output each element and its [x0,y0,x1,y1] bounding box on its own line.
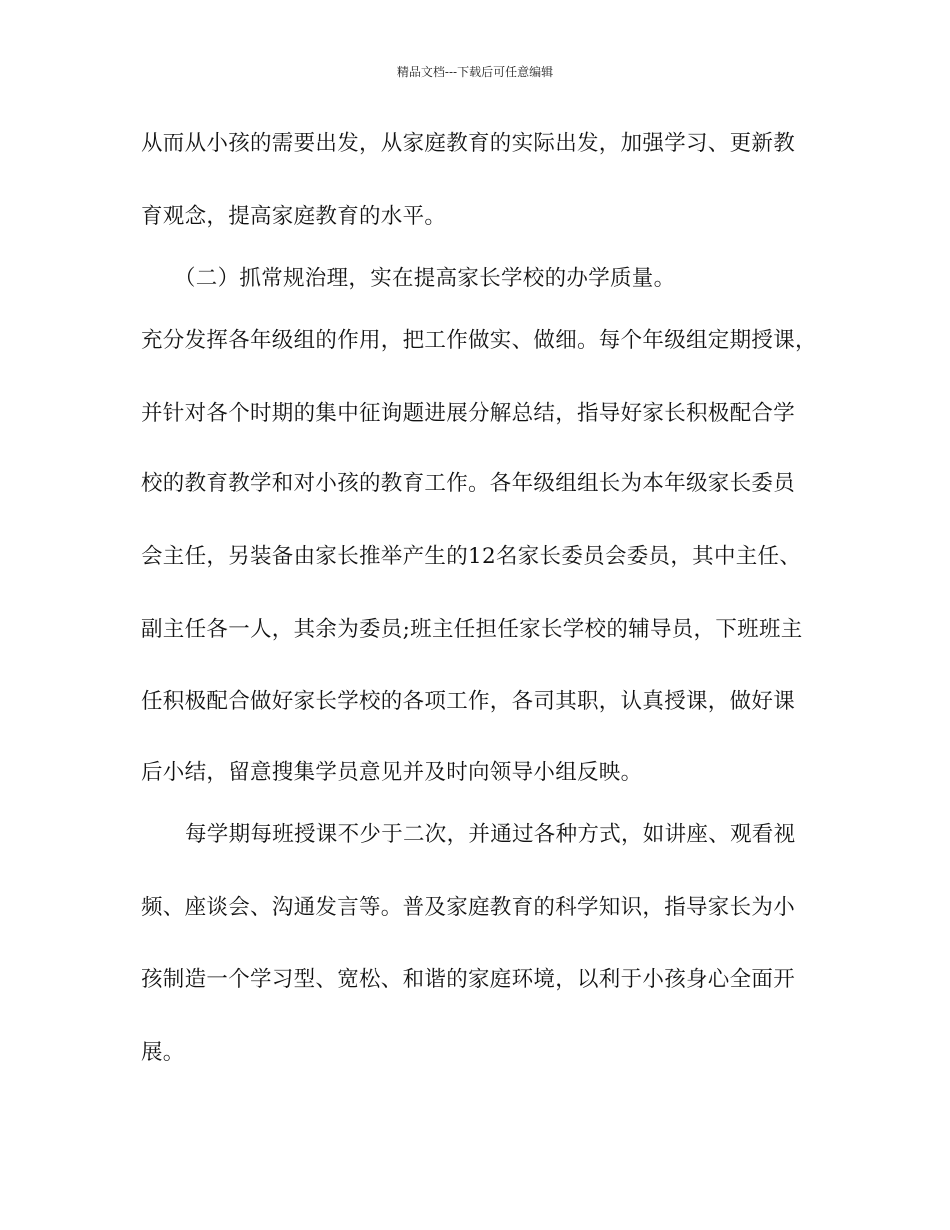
paragraph-line: 会主任，另装备由家长推举产生的12名家长委员会委员，其中主任、 [141,544,802,569]
paragraph-line: 校的教育教学和对小孩的教育工作。各年级组组长为本年级家长委员 [141,471,796,496]
page-header: 精品文档---下载后可任意编辑 [396,65,554,79]
paragraph-line: 展。 [141,1040,185,1065]
paragraph-line: 从而从小孩的需要出发，从家庭教育的实际出发，加强学习、更新教 [141,131,796,156]
paragraph-line: 每学期每班授课不少于二次，并通过各种方式，如讲座、观看视 [185,822,796,847]
paragraph-line: 频、座谈会、沟通发言等。普及家庭教育的科学知识，指导家长为小 [141,895,796,920]
paragraph-line: 育观念，提高家庭教育的水平。 [141,204,447,229]
paragraph-line: 并针对各个时期的集中征询题进展分解总结，指导好家长积极配合学 [141,401,796,426]
paragraph-line: 任积极配合做好家长学校的各项工作，各司其职，认真授课，做好课 [141,689,796,714]
paragraph-line: 后小结，留意搜集学员意见并及时向领导小组反映。 [141,760,643,785]
paragraph-line: 孩制造一个学习型、宽松、和谐的家庭环境，以利于小孩身心全面开 [141,967,796,992]
paragraph-line: 副主任各一人，其余为委员;班主任担任家长学校的辅导员，下班班主 [141,617,803,642]
paragraph-line: 充分发挥各年级组的作用，把工作做实、做细。每个年级组定期授课， [141,328,817,353]
section-heading: （二）抓常规治理，实在提高家长学校的办学质量。 [174,266,676,291]
